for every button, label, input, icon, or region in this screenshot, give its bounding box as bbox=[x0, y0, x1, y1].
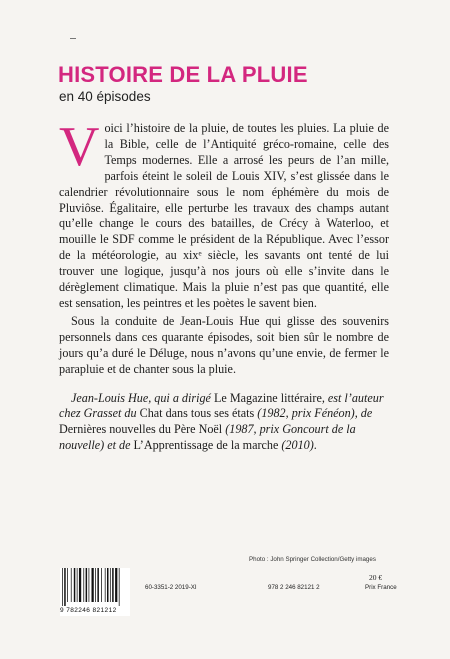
blurb-paragraph-2: Sous la conduite de Jean-Louis Hue qui glisse des souvenirs personnels dans ces quarante épisodes, soit bien sûr le nombre de jours qu’a duré le Déluge, nous n’avons qu’une envie, de fermer le parapluie et de chanter sous la pluie. bbox=[59, 313, 389, 376]
barcode-digits: 9 782246 821212 bbox=[60, 607, 117, 614]
bio-part: (1982, prix Fénéon), de bbox=[257, 406, 373, 421]
bio-part: Le Magazine littéraire bbox=[213, 390, 322, 405]
bio-part: . bbox=[313, 438, 317, 453]
drop-cap: V bbox=[59, 116, 100, 178]
isbn-number: 978 2 246 82121 2 bbox=[268, 584, 320, 591]
barcode-bar bbox=[83, 568, 84, 602]
bio-part: dans tous ses états bbox=[162, 406, 258, 421]
price: 20 € bbox=[369, 573, 383, 582]
bio-part: Jean-Louis Hue, qui a dirigé bbox=[71, 390, 214, 405]
book-subtitle: en 40 épisodes bbox=[59, 89, 151, 104]
barcode-bar bbox=[97, 568, 99, 602]
barcode-bar bbox=[74, 568, 76, 602]
barcode-bar bbox=[112, 568, 114, 602]
barcode-bar bbox=[101, 568, 102, 602]
print-code: 60-3351-2 2019-XI bbox=[145, 584, 197, 591]
price-label: Prix France bbox=[365, 584, 397, 591]
barcode-bar bbox=[64, 568, 66, 606]
bio-part: (2010) bbox=[278, 438, 314, 453]
barcode-bar bbox=[77, 568, 78, 602]
bio-part: Chat bbox=[139, 406, 163, 421]
barcode-bar bbox=[105, 568, 106, 602]
barcode-bar bbox=[79, 568, 81, 602]
blurb-paragraph-1-text: oici l’histoire de la pluie, de toutes les pluies. La pluie de la Bible, celle de l’Antiquité gréco-romaine, celle des Temps modernes. Elle a arrosé les peurs de l’an mille, parfois éteint le soleil de Louis XIV, s’est glissée dans le calendrier révolutionnaire sous le nom éphémère du mois de Pluviôse. Égalitaire, elle perturbe les travaux des champs autant qu’elle change le cours des batailles, de Crécy à Waterloo, et mouille le SDF comme le président de la République. Avec l’essor de la météorologie, au xixᵉ siècle, les savants ont tenté de lui trouver une logique, jusqu’à nos jours où elle s’invite dans le dérèglement climatique. Mais la pluie n’est pas que quantité, elle est sensation, les peintres et les poètes le savent bien. bbox=[59, 121, 389, 310]
barcode-bar bbox=[110, 568, 111, 602]
barcode-bar bbox=[119, 568, 120, 606]
barcode-bar bbox=[71, 568, 72, 602]
blurb bbox=[59, 116, 389, 454]
barcode-bar bbox=[67, 568, 68, 602]
barcode-bar bbox=[62, 568, 63, 606]
blurb-paragraph-1 bbox=[59, 116, 389, 312]
bio-part: L’Apprentissage de la marche bbox=[133, 438, 279, 453]
barcode-bar bbox=[86, 568, 88, 602]
bio-part: , est l’auteur chez Grasset du bbox=[59, 390, 384, 421]
barcode-bar bbox=[107, 568, 109, 602]
photo-credit: Photo : John Springer Collection/Getty images bbox=[249, 556, 376, 563]
barcode-bar bbox=[89, 568, 90, 602]
bio-part: (1987, prix Goncourt de la nouvelle) et de bbox=[59, 422, 356, 453]
barcode-bar bbox=[95, 568, 96, 602]
bio-part: Dernières nouvelles du Père Noël bbox=[59, 422, 223, 437]
barcode-bar bbox=[115, 568, 117, 602]
book-title: HISTOIRE DE LA PLUIE bbox=[58, 62, 308, 87]
author-bio bbox=[59, 391, 389, 455]
barcode-bars bbox=[60, 568, 130, 606]
top-dash bbox=[70, 38, 76, 39]
barcode-bar bbox=[92, 568, 94, 602]
